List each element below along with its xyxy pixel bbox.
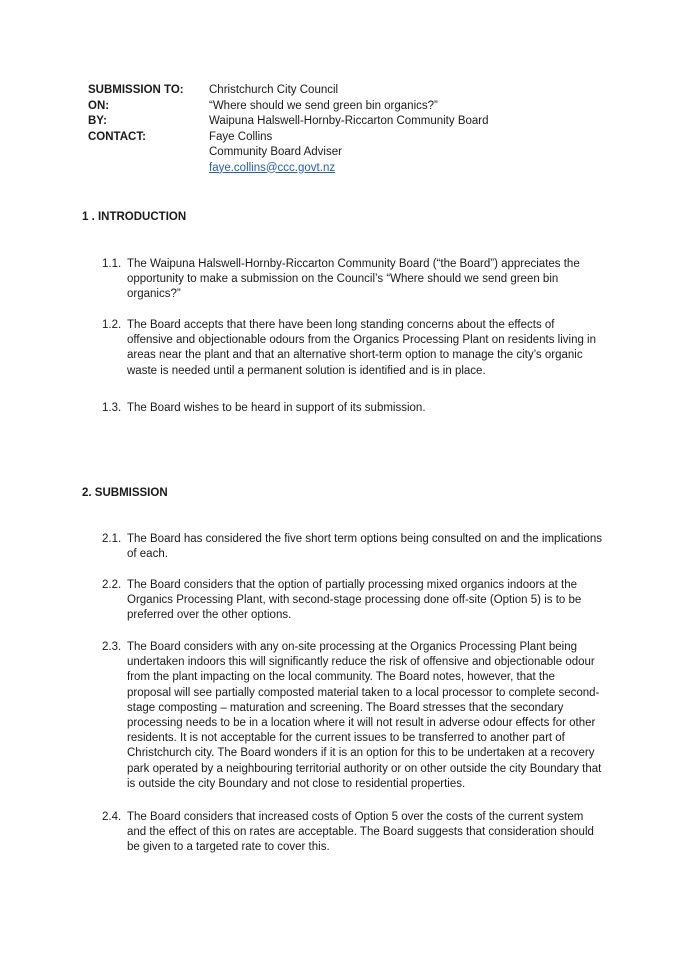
paragraph-2-1: [102, 532, 602, 562]
paragraph-number: 1.2.: [102, 319, 122, 331]
contact-title: Community Board Adviser: [209, 146, 342, 158]
header-row-contact-title: [88, 145, 489, 161]
paragraph-text: The Board considers that increased costs of Option 5 over the costs of the current system and the effect of this on rates are acceptable. The Board suggests that consideration should be given to a targeted rate to cover this.: [127, 811, 594, 854]
submission-header: [88, 83, 489, 176]
paragraph-number: 2.1.: [102, 533, 122, 545]
section-heading-introduction: 1 . INTRODUCTION: [82, 211, 187, 223]
paragraph-text: The Board wishes to be heard in support of its submission.: [127, 402, 426, 414]
header-label: SUBMISSION TO:: [88, 84, 184, 96]
paragraph-number: 1.1.: [102, 258, 122, 270]
header-label: BY:: [88, 115, 107, 127]
header-value: Faye Collins: [209, 130, 273, 143]
paragraph-text: The Board considers that the option of partially processing mixed organics indoors at the Organics Processing Plant, with second-stage processing done off-site (Option 5) is to be preferred over the other options.: [127, 579, 582, 622]
header-label: CONTACT:: [88, 130, 146, 143]
header-row-by: [88, 114, 489, 130]
header-row-on: [88, 99, 489, 115]
header-value: “Where should we send green bin organics?”: [209, 99, 438, 112]
paragraph-2-3: [102, 640, 602, 792]
header-row-submission-to: [88, 83, 489, 99]
paragraph-text: The Waipuna Halswell-Hornby-Riccarton Community Board (“the Board”) appreciates the opportunity to make a submission on the Council’s “Where should we send green bin organics?”: [127, 258, 580, 301]
paragraph-1-1: [102, 257, 602, 303]
paragraph-number: 2.3.: [102, 641, 122, 653]
header-value: Waipuna Halswell-Hornby-Riccarton Community Board: [209, 115, 489, 127]
section-heading-submission: 2. SUBMISSION: [82, 487, 168, 499]
header-label: ON:: [88, 99, 110, 112]
paragraph-2-4: [102, 810, 602, 856]
paragraph-number: 1.3.: [102, 402, 122, 414]
paragraph-number: 2.4.: [102, 811, 122, 823]
header-row-contact: [88, 130, 489, 146]
paragraph-1-2: [102, 318, 602, 379]
paragraph-1-3: [102, 401, 602, 416]
paragraph-text: The Board accepts that there have been long standing concerns about the effects of offensive and objectionable odours from the Organics Processing Plant on residents living in areas near the plant and that an alternative short-term option to manage the city’s organic waste is needed until a permanent solution is identified and is in place.: [127, 319, 597, 377]
contact-email-link[interactable]: faye.collins@ccc.govt.nz: [209, 161, 336, 174]
paragraph-2-2: [102, 578, 602, 624]
header-value: Christchurch City Council: [209, 84, 339, 96]
header-row-contact-email: [88, 161, 489, 177]
paragraph-text: The Board considers with any on-site processing at the Organics Processing Plant being undertaken indoors this will significantly reduce the risk of offensive and objectionable odour from the plant impacting on the local community. The Board notes, however, that the proposal will see partially composted material taken to a local processor to complete second-stage composting – maturation and screening. The Board stresses that the secondary processing needs to be in a location where it will not result in adverse odour effects for other residents. It is not acceptable for the current issues to be transferred to another part of Christchurch city. The Board wonders if it is an option for this to be undertaken at a recovery park operated by a neighbouring territorial authority or on other outside the city Boundary that is outside the city Boundary and not close to residential properties.: [127, 641, 602, 790]
paragraph-text: The Board has considered the five short term options being consulted on and the implications of each.: [127, 533, 602, 561]
paragraph-number: 2.2.: [102, 579, 122, 591]
